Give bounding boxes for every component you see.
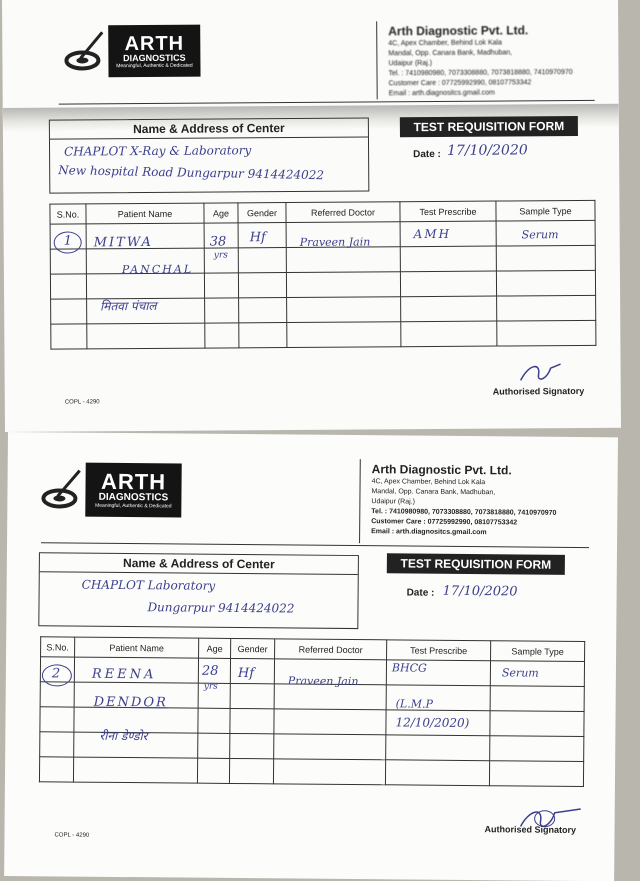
company-address-3: Udaipur (Raj.) — [388, 59, 433, 68]
entry-test: BHCG — [391, 661, 427, 675]
header-sample-type: Sample Type — [491, 641, 585, 662]
entry-sample: Serum — [521, 228, 559, 242]
center-name: CHAPLOT Laboratory — [81, 577, 216, 593]
logo-wordmark — [85, 463, 181, 518]
entry-sample: Serum — [501, 666, 539, 680]
company-address-1: 4C, Apex Chamber, Behind Lok Kala — [388, 39, 502, 48]
entry-doctor: Praveen Jain — [299, 235, 371, 249]
center-name: CHAPLOT X-Ray & Laboratory — [64, 143, 252, 159]
header-age: Age — [204, 203, 238, 223]
center-address: Dungarpur 9414424022 — [147, 600, 295, 616]
logo-brand: ARTH — [124, 32, 185, 55]
header-divider — [376, 21, 378, 99]
header-referred-doctor: Referred Doctor — [275, 639, 387, 660]
copl-code: COPL - 4290 — [54, 832, 90, 839]
entry-name-hindi: रीना डेण्डोर — [99, 728, 148, 744]
entry-name-line1: REENA — [91, 666, 157, 683]
logo-sub: DIAGNOSTICS — [98, 491, 169, 504]
company-email: Email : arth.diagnositcs.gmail.com — [371, 528, 487, 537]
entry-age: 28 — [201, 663, 219, 679]
company-address-1: 4C, Apex Chamber, Behind Lok Kala — [371, 478, 486, 487]
company-email: Email : arth.diagnositcs.gmail.com — [388, 89, 495, 98]
signature-mark — [517, 360, 567, 386]
arth-logo — [39, 462, 181, 517]
entry-gender: Hf — [249, 230, 266, 246]
table-row — [39, 757, 583, 787]
arth-logo — [62, 25, 200, 78]
entry-test-note-lmp: (L.M.P — [395, 697, 433, 711]
company-info — [388, 22, 573, 99]
company-address-3: Udaipur (Raj.) — [371, 498, 416, 506]
logo-tagline: Meaningful, Authentic & Dedicated — [95, 502, 172, 510]
form-title: TEST REQUISITION FORM — [387, 553, 565, 575]
entry-age-unit: yrs — [213, 250, 228, 261]
entry-sno: 1 — [63, 233, 73, 249]
table-row — [51, 320, 596, 349]
header-age: Age — [199, 638, 231, 658]
authorised-signatory: Authorised Signatory — [492, 385, 585, 397]
requisition-form-2 — [4, 432, 618, 881]
entry-age: 38 — [209, 234, 227, 250]
header-referred-doctor: Referred Doctor — [286, 202, 400, 223]
date-label: Date : — [406, 587, 435, 599]
header-patient-name: Patient Name — [86, 203, 204, 224]
company-care: Customer Care : 07725992990, 08107753342 — [371, 518, 518, 527]
entry-sno: 2 — [51, 666, 61, 682]
company-info — [371, 461, 557, 539]
company-address-2: Mandal, Opp. Canara Bank, Madhuban, — [388, 49, 513, 58]
header-patient-name: Patient Name — [75, 637, 199, 658]
entry-name-hindi: मितवा पंचाल — [100, 298, 157, 314]
entry-test: AMH — [413, 226, 452, 242]
header-test-prescribe: Test Prescribe — [400, 201, 496, 222]
logo-target-icon — [62, 28, 108, 74]
company-care: Customer Care : 07725992990, 08107753342 — [388, 79, 532, 88]
entry-gender: Hf — [237, 666, 255, 682]
company-name: Arth Diagnostic Pvt. Ltd. — [371, 462, 512, 478]
header-test-prescribe: Test Prescribe — [387, 640, 491, 661]
center-box — [38, 552, 359, 629]
header-rule — [41, 542, 589, 548]
patient-table — [39, 636, 585, 787]
company-name: Arth Diagnostic Pvt. Ltd. — [388, 23, 529, 39]
authorised-signatory: Authorised Signatory — [484, 824, 577, 835]
entry-test-note-date: 12/10/2020) — [395, 715, 470, 731]
form-title: TEST REQUISITION FORM — [400, 116, 578, 137]
center-address: New hospital Road Dungarpur 9414424022 — [58, 163, 325, 183]
company-phone: Tel. : 7410980980, 7073308880, 7073818880, 7410970970 — [371, 508, 557, 517]
logo-brand: ARTH — [100, 468, 167, 495]
entry-doctor: Praveen Jain — [287, 674, 359, 689]
header-gender: Gender — [231, 638, 275, 658]
entry-name-line2: PANCHAL — [121, 262, 194, 277]
company-address-2: Mandal, Opp. Canara Bank, Madhuban, — [371, 488, 496, 497]
date-value: 17/10/2020 — [447, 142, 528, 159]
header-sno: S.No. — [41, 637, 75, 657]
logo-tagline: Meaningful, Authentic & Dedicated — [116, 62, 193, 69]
entry-age-unit: yrs — [203, 681, 218, 692]
center-box — [49, 117, 370, 193]
logo-sub: DIAGNOSTICS — [123, 52, 186, 63]
center-title: Name & Address of Center — [50, 118, 368, 139]
logo-target-icon — [39, 466, 85, 512]
header-divider — [359, 459, 361, 543]
copl-code: COPL - 4290 — [64, 399, 100, 406]
company-phone: Tel. : 7410980980, 7073308880, 7073818880, 7410970970 — [388, 69, 573, 78]
entry-name-line2: DENDOR — [93, 694, 168, 711]
date-value: 17/10/2020 — [442, 583, 518, 600]
date-label: Date : — [413, 148, 441, 161]
header-gender: Gender — [238, 203, 286, 223]
requisition-form-1 — [2, 0, 621, 432]
header-sno: S.No. — [50, 204, 86, 224]
header-sample-type: Sample Type — [496, 200, 595, 221]
logo-wordmark — [108, 25, 200, 78]
entry-name-line1: MITWA — [93, 234, 153, 251]
center-title: Name & Address of Center — [40, 553, 358, 575]
